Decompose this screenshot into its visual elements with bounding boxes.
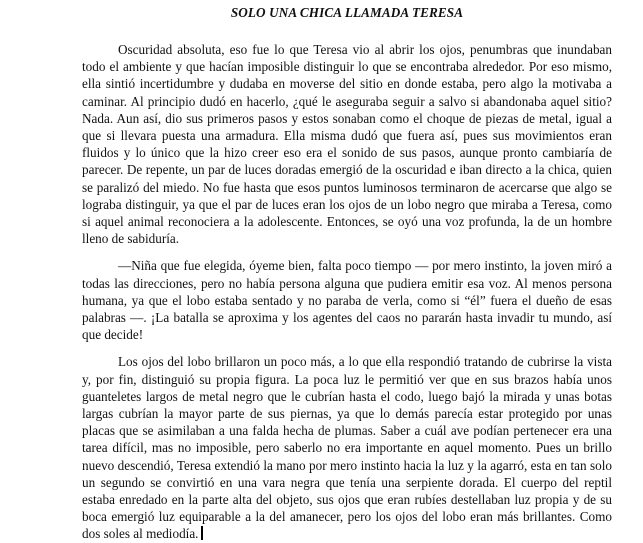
paragraph-3[interactable]: [82, 353, 612, 542]
document-page: [82, 4, 612, 543]
paragraph-1: Oscuridad absoluta, eso fue lo que Teresa vio al abrir los ojos, penumbras que inundaban todo el ambiente y que hacían imposible distinguir lo que se encontraba alrededor. Por eso mismo, ella sintió incertidumbre y dudaba en moverse del sitio en donde estaba, pero algo la motivaba a caminar. Al principio dudó en hacerlo, ¿qué le aseguraba seguir a salvo si abandonaba aquel sitio? Nada. Aun así, dio sus primeros pasos y estos sonaban como el choque de piezas de metal, igual a que si llevara puesta una armadura. Ella misma dudó que fuera así, pues sus movimientos eran fluidos y lo único que la hizo creer eso era el sonido de sus pasos, aunque pronto cambiaría de parecer. De repente, un par de luces doradas emergió de la oscuridad e iban directo a la chica, quien se paralizó del miedo. No fue hasta que esos puntos luminosos terminaron de acercarse que algo se lograba distinguir, ya que el par de luces eran los ojos de un lobo negro que miraba a Teresa, como si aquel animal reconociera a la adolescente. Entonces, se oyó una voz profunda, la de un hombre lleno de sabiduría.: [82, 42, 612, 247]
paragraph-gap: [82, 247, 612, 257]
paragraph-2: —Niña que fue elegida, óyeme bien, falta poco tiempo — por mero instinto, la joven miró a todas las direcciones, pero no había persona alguna que pudiera emitir esa voz. Al menos persona humana, ya que el lobo estaba sentado y no paraba de verla, como si “él” fuera el dueño de esas palabras —. ¡La batalla se aproxima y los agentes del caos no pararán hasta invadir tu mundo, así que decide!: [82, 258, 612, 343]
paragraph-gap: [82, 343, 612, 353]
document-title: SOLO UNA CHICA LLAMADA TERESA: [230, 5, 464, 20]
paragraph-3-text: Los ojos del lobo brillaron un poco más, a lo que ella respondió tratando de cubrirse la vista y, por fin, distinguió su propia figura. La poca luz le permitió ver que en sus brazos había unos guanteletes largos de metal negro que le cubrían hasta el codo, luego bajó la mirada y unas botas largas cubrían la mayor parte de sus piernas, ya que lo demás parecía estar protegido por unas placas que se asimilaban a una falda hecha de plumas. Saber a cuál ave podían pertenecer era una tarea difícil, mas no imposible, pero saberlo no era importante en aquel momento. Pues un brillo nuevo descendió, Teresa extendió la mano por mero instinto hacia la luz y la agarró, esta en tan solo un segundo se convirtió en una vara negra que tenía una serpiente dorada. El cuerpo del reptil estaba enredado en la parte alta del objeto, sus ojos que eran rubíes destellaban luz propia y de su boca emergió luz equiparable a la del amanecer, pero los ojos del lobo eran más brillantes. Como dos soles al mediodía.: [82, 354, 612, 542]
text-cursor: [201, 526, 203, 540]
